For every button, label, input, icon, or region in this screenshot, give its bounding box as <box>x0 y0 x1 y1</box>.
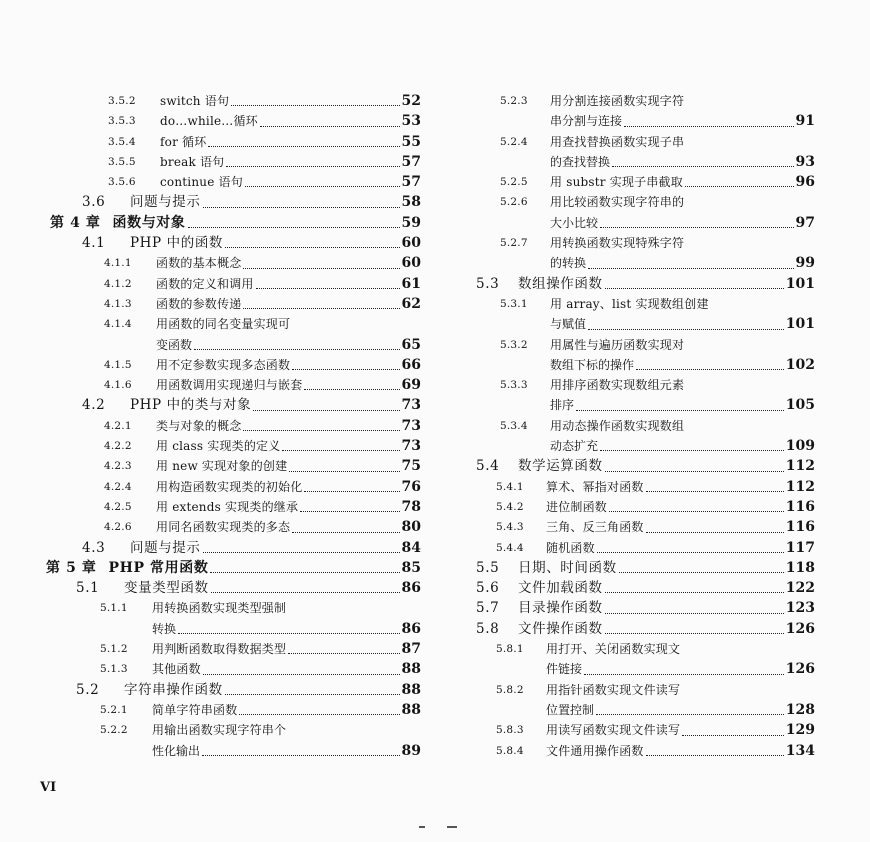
section-title: 用分割连接函数实现字符 <box>550 94 685 108</box>
page-number: 91 <box>795 113 815 130</box>
section-title-continued: 转换 <box>152 621 177 636</box>
section-title: 数组操作函数 <box>518 275 603 292</box>
section-title: PHP 常用函数 <box>108 559 209 576</box>
section-number: 5.1.1 <box>100 602 128 615</box>
section-title: 算术、幂指对函数 <box>546 479 644 494</box>
scan-smudge <box>419 826 425 828</box>
dot-leader <box>203 551 400 553</box>
dot-leader <box>609 510 784 512</box>
section-title: 其他函数 <box>152 662 201 677</box>
toc-entry[interactable] <box>470 456 815 476</box>
section-title: for 循环 <box>160 134 207 149</box>
page-number: 99 <box>795 255 815 272</box>
section-title: 用输出函数实现字符串个 <box>152 723 287 738</box>
section-title: 随机函数 <box>546 540 595 555</box>
section-number: 5.3.4 <box>500 419 528 432</box>
section-number: 5.2.3 <box>500 95 528 107</box>
toc-entry-continuation <box>470 395 815 415</box>
toc-entry[interactable] <box>470 639 815 659</box>
page-number: 57 <box>401 174 421 191</box>
section-title: 问题与提示 <box>130 194 201 211</box>
section-number: 4.2.6 <box>104 521 132 534</box>
toc-entry-continuation <box>470 111 815 131</box>
toc-entry[interactable] <box>36 294 421 314</box>
toc-entry[interactable] <box>470 375 815 395</box>
section-title: 用 substr 实现子串截取 <box>550 175 683 190</box>
toc-right-column <box>470 91 815 761</box>
section-title: 数学运算函数 <box>518 458 603 475</box>
page-number: 102 <box>785 356 815 373</box>
dot-leader <box>588 267 794 269</box>
toc-entry-continuation <box>470 253 815 273</box>
dot-leader <box>245 185 400 187</box>
dot-leader <box>612 165 794 167</box>
toc-entry[interactable] <box>470 233 815 253</box>
page-number: 126 <box>785 620 815 637</box>
section-number: 5.6 <box>476 580 500 597</box>
toc-entry[interactable] <box>36 578 421 598</box>
dot-leader <box>239 713 399 715</box>
page-number: 86 <box>401 620 421 637</box>
section-number: 5.3.2 <box>500 338 528 351</box>
toc-entry[interactable] <box>36 355 421 375</box>
section-title-continued: 数组下标的操作 <box>550 357 635 372</box>
dot-leader <box>636 368 784 370</box>
dot-leader <box>231 104 399 106</box>
toc-entry-continuation <box>470 659 815 679</box>
section-title: 用转换函数实现特殊字符 <box>550 236 685 251</box>
dot-leader <box>605 632 784 634</box>
section-number: 3.6 <box>82 194 106 211</box>
dot-leader <box>210 571 399 573</box>
toc-entry-continuation <box>470 436 815 456</box>
section-number: 5.2.2 <box>100 724 128 737</box>
scan-smudge <box>447 826 457 828</box>
section-title: 三角、反三角函数 <box>546 520 644 535</box>
section-title: 用打开、关闭函数实现文 <box>546 642 681 657</box>
dot-leader <box>289 470 399 472</box>
section-number: 4.1.1 <box>104 257 132 270</box>
page-number: 96 <box>795 174 815 191</box>
dot-leader <box>685 185 794 187</box>
toc-entry[interactable] <box>470 416 815 436</box>
toc-entry[interactable] <box>36 477 421 497</box>
section-number: 4.1.2 <box>104 277 132 290</box>
dot-leader <box>243 429 399 431</box>
section-title-continued: 动态扩充 <box>550 439 599 454</box>
page-number: 109 <box>785 438 815 455</box>
toc-entry[interactable] <box>36 233 421 253</box>
section-number: 5.2.7 <box>500 237 528 250</box>
page-number: 88 <box>401 661 421 678</box>
toc-entry[interactable] <box>36 598 421 618</box>
page-number: 134 <box>785 742 815 759</box>
page-number: 112 <box>785 478 815 495</box>
toc-entry[interactable] <box>470 192 815 212</box>
section-title: 目录操作函数 <box>518 600 603 617</box>
page-number-footer: VI <box>40 780 57 795</box>
page-number: 86 <box>401 580 421 597</box>
page-number: 59 <box>401 214 421 231</box>
toc-entry[interactable] <box>36 375 421 395</box>
toc-entry[interactable] <box>36 111 421 131</box>
dot-leader <box>288 652 399 654</box>
section-title-continued: 排序 <box>550 398 575 413</box>
page-number: 58 <box>401 194 421 211</box>
page-number: 101 <box>785 316 815 333</box>
section-title: 函数与对象 <box>112 214 186 231</box>
toc-entry[interactable] <box>36 213 421 233</box>
page-number: 52 <box>401 93 421 109</box>
dot-leader <box>600 449 784 451</box>
toc-entry[interactable] <box>470 619 815 639</box>
toc-entry[interactable] <box>470 517 815 537</box>
dot-leader <box>260 125 400 127</box>
toc-entry[interactable] <box>470 741 815 761</box>
section-title: 日期、时间函数 <box>518 559 617 576</box>
toc-entry[interactable] <box>36 720 421 740</box>
page-number: 53 <box>401 113 421 130</box>
toc-entry[interactable] <box>470 497 815 517</box>
section-title: 用函数的同名变量实现可 <box>156 317 291 332</box>
section-number: 5.2.1 <box>100 703 128 716</box>
section-number: 4.1.5 <box>104 358 132 371</box>
page-number: 73 <box>401 417 421 434</box>
page-number: 116 <box>785 498 815 515</box>
page-number: 122 <box>785 580 815 597</box>
section-title-continued: 的转换 <box>550 256 587 271</box>
section-number: 5.1.3 <box>100 663 128 676</box>
page-number: 75 <box>401 458 421 475</box>
dot-leader <box>596 713 784 715</box>
section-title: 用 array、list 实现数组创建 <box>550 296 709 311</box>
dot-leader <box>208 145 399 147</box>
dot-leader <box>256 287 400 289</box>
dot-leader <box>225 693 400 695</box>
dot-leader <box>202 754 400 756</box>
toc-entry[interactable] <box>470 680 815 700</box>
dot-leader <box>203 206 400 208</box>
page-number: 61 <box>401 275 421 292</box>
toc-entry[interactable] <box>470 294 815 314</box>
page-number: 57 <box>401 153 421 170</box>
section-number: 3.5.3 <box>108 115 136 128</box>
section-title: 文件通用操作函数 <box>546 743 644 758</box>
section-number: 5.7 <box>476 600 500 617</box>
section-title: 简单字符串函数 <box>152 702 238 717</box>
section-title-continued: 位置控制 <box>546 702 595 717</box>
dot-leader <box>203 673 400 675</box>
page-number: 123 <box>785 600 815 617</box>
section-title: 用排序函数实现数组元素 <box>550 378 685 393</box>
section-title-continued: 大小比较 <box>550 215 599 230</box>
toc-left-column <box>36 91 421 761</box>
dot-leader <box>624 125 794 127</box>
page-number: 88 <box>401 681 421 698</box>
section-number: 5.8.4 <box>496 744 524 757</box>
section-title: 用判断函数取得数据类型 <box>152 642 287 657</box>
section-title: 进位制函数 <box>546 499 608 514</box>
section-number: 3.5.6 <box>108 176 136 189</box>
dot-leader <box>188 226 400 228</box>
toc-entry[interactable] <box>36 639 421 659</box>
dot-leader <box>304 490 399 492</box>
section-number: 5.1 <box>76 580 100 597</box>
dot-leader <box>253 409 399 411</box>
section-number: 5.4.2 <box>496 500 524 513</box>
dot-leader <box>292 368 399 370</box>
page-number: 65 <box>401 336 421 353</box>
dot-leader <box>194 348 400 350</box>
section-title: 用构造函数实现类的初始化 <box>156 479 303 494</box>
section-number: 5.8 <box>476 620 500 637</box>
dot-leader <box>682 734 784 736</box>
section-number: 5.4.3 <box>496 521 524 534</box>
section-number: 5.4.1 <box>496 480 524 493</box>
section-number: 4.2.3 <box>104 460 132 473</box>
page-number: 73 <box>401 438 421 455</box>
page-number: 97 <box>795 214 815 231</box>
toc-entry-continuation <box>470 213 815 233</box>
section-title: 用 extends 实现类的继承 <box>156 499 299 514</box>
toc-entry-continuation <box>470 314 815 334</box>
section-title: 问题与提示 <box>130 539 201 556</box>
section-number: 4.3 <box>82 539 106 556</box>
dot-leader <box>646 754 784 756</box>
section-title: 函数的参数传递 <box>156 296 242 311</box>
section-number: 5.2.4 <box>500 135 528 148</box>
toc-entry[interactable] <box>36 132 421 152</box>
dot-leader <box>605 470 784 472</box>
section-number: 5.3.3 <box>500 379 528 392</box>
section-number: 4.1 <box>82 235 106 252</box>
page-number: 93 <box>795 153 815 170</box>
dot-leader <box>576 409 784 411</box>
toc-entry[interactable] <box>470 132 815 152</box>
section-number: 4.2.5 <box>104 500 132 513</box>
section-title: 用同名函数实现类的多态 <box>156 520 291 535</box>
page-number: 55 <box>401 133 421 150</box>
dot-leader <box>304 388 399 390</box>
section-number: 5.3.1 <box>500 297 528 310</box>
page-number: 88 <box>401 701 421 718</box>
section-title: 文件操作函数 <box>518 620 603 637</box>
page-number: 78 <box>401 498 421 515</box>
section-title: 函数的定义和调用 <box>156 276 254 291</box>
section-number: 4.1.6 <box>104 379 132 392</box>
toc-entry[interactable] <box>470 578 815 598</box>
toc-entry[interactable] <box>470 598 815 618</box>
section-number: 第 5 章 <box>46 559 97 576</box>
page-number: 62 <box>401 295 421 312</box>
section-title: 用转换函数实现类型强制 <box>152 601 287 616</box>
dot-leader <box>225 246 399 248</box>
page-number: 105 <box>785 397 815 414</box>
page-number: 101 <box>785 275 815 292</box>
page-number: 76 <box>401 478 421 495</box>
section-number: 3.5.2 <box>108 95 136 107</box>
section-title-continued: 与赋值 <box>550 317 587 332</box>
toc-entry-continuation <box>36 335 421 355</box>
dot-leader <box>597 551 784 553</box>
dot-leader <box>646 490 784 492</box>
page-number: 84 <box>401 539 421 556</box>
section-title-continued: 性化输出 <box>152 743 201 758</box>
section-title: 用读写函数实现文件读写 <box>546 723 681 738</box>
dot-leader <box>600 226 794 228</box>
toc-entry-continuation <box>470 700 815 720</box>
page-number: 66 <box>401 356 421 373</box>
dot-leader <box>605 591 784 593</box>
section-number: 5.4.4 <box>496 541 524 554</box>
section-title: break 语句 <box>160 154 225 169</box>
toc-entry[interactable] <box>36 253 421 273</box>
section-title: PHP 中的函数 <box>130 235 224 252</box>
dot-leader <box>646 531 784 533</box>
dot-leader <box>226 165 399 167</box>
section-title: 变量类型函数 <box>124 580 209 597</box>
dot-leader <box>584 673 784 675</box>
page-number: 112 <box>785 458 815 475</box>
page-number: 89 <box>401 742 421 759</box>
section-number: 5.2 <box>76 681 100 698</box>
page-number: 69 <box>401 377 421 394</box>
section-title-continued: 变函数 <box>156 337 193 352</box>
toc-entry-continuation <box>36 741 421 761</box>
section-number: 3.5.5 <box>108 155 136 168</box>
section-title: PHP 中的类与对象 <box>130 397 252 414</box>
toc-entry[interactable] <box>36 700 421 720</box>
toc-entry[interactable] <box>470 538 815 558</box>
dot-leader <box>282 449 399 451</box>
section-title: do…while…循环 <box>160 114 258 129</box>
section-title: switch 语句 <box>160 94 230 108</box>
dot-leader <box>605 287 784 289</box>
page-number: 117 <box>785 539 815 556</box>
toc-entry[interactable] <box>36 314 421 334</box>
section-number: 4.2.4 <box>104 480 132 493</box>
toc-entry[interactable] <box>470 172 815 192</box>
toc-entry[interactable] <box>36 192 421 212</box>
section-number: 第 4 章 <box>50 214 101 231</box>
dot-leader <box>588 328 784 330</box>
toc-entry-continuation <box>36 619 421 639</box>
toc-entry[interactable] <box>470 335 815 355</box>
toc-entry[interactable] <box>36 680 421 700</box>
toc-entry[interactable] <box>470 477 815 497</box>
section-title: 用函数调用实现递归与嵌套 <box>156 378 303 393</box>
toc-entry[interactable] <box>36 152 421 172</box>
section-title: 用 class 实现类的定义 <box>156 439 281 454</box>
section-title-continued: 的查找替换 <box>550 154 611 169</box>
page-number: 87 <box>401 641 421 658</box>
section-title: 用 new 实现对象的创建 <box>156 459 288 474</box>
toc-entry[interactable] <box>36 172 421 192</box>
page-number: 85 <box>401 559 421 576</box>
section-number: 5.8.3 <box>496 724 524 737</box>
toc-entry[interactable] <box>36 436 421 456</box>
section-title: continue 语句 <box>160 175 243 190</box>
section-number: 4.2.2 <box>104 440 132 453</box>
dot-leader <box>243 267 399 269</box>
section-title: 文件加载函数 <box>518 580 603 597</box>
section-number: 3.5.4 <box>108 135 136 148</box>
dot-leader <box>178 632 400 634</box>
toc-entry[interactable] <box>470 91 815 111</box>
section-title: 用查找替换函数实现子串 <box>550 134 685 149</box>
section-title-continued: 件链接 <box>546 662 583 677</box>
page-number: 129 <box>785 722 815 739</box>
toc-entry[interactable] <box>36 558 421 578</box>
section-number: 4.2 <box>82 397 106 414</box>
page-number: 80 <box>401 519 421 536</box>
toc-entry[interactable] <box>470 720 815 740</box>
section-title: 用不定参数实现多态函数 <box>156 357 291 372</box>
dot-leader <box>211 591 400 593</box>
section-number: 5.4 <box>476 458 500 475</box>
page-number: 128 <box>785 701 815 718</box>
section-number: 5.2.6 <box>500 196 528 209</box>
section-title: 用属性与遍历函数实现对 <box>550 337 685 352</box>
toc-entry[interactable] <box>36 538 421 558</box>
section-title: 函数的基本概念 <box>156 256 242 271</box>
toc-entry[interactable] <box>36 274 421 294</box>
section-number: 5.8.1 <box>496 643 524 656</box>
section-number: 5.5 <box>476 559 500 576</box>
section-number: 4.2.1 <box>104 419 132 432</box>
page-number: 126 <box>785 661 815 678</box>
toc-entry-continuation <box>470 355 815 375</box>
section-number: 4.1.3 <box>104 297 132 310</box>
section-title: 类与对象的概念 <box>156 418 242 433</box>
toc-entry[interactable] <box>36 497 421 517</box>
page-number: 60 <box>401 255 421 272</box>
section-number: 5.3 <box>476 275 500 292</box>
page-number: 60 <box>401 235 421 252</box>
toc-entry[interactable] <box>36 416 421 436</box>
section-number: 4.1.4 <box>104 318 132 331</box>
page-number: 73 <box>401 397 421 414</box>
section-number: 5.1.2 <box>100 643 128 656</box>
toc-entry[interactable] <box>36 395 421 415</box>
dot-leader <box>292 531 399 533</box>
page-number: 118 <box>785 559 815 576</box>
section-title: 字符串操作函数 <box>124 681 223 698</box>
section-title: 用比较函数实现字符串的 <box>550 195 685 210</box>
section-number: 5.2.5 <box>500 176 528 189</box>
section-title-continued: 串分割与连接 <box>550 114 623 129</box>
toc-entry[interactable] <box>470 558 815 578</box>
section-title: 用指针函数实现文件读写 <box>546 682 681 697</box>
section-title: 用动态操作函数实现数组 <box>550 418 685 433</box>
dot-leader <box>243 307 399 309</box>
toc-entry-continuation <box>470 152 815 172</box>
dot-leader <box>605 612 784 614</box>
toc-entry[interactable] <box>36 91 421 111</box>
dot-leader <box>619 571 784 573</box>
dot-leader <box>300 510 399 512</box>
toc-entry[interactable] <box>470 274 815 294</box>
toc-entry[interactable] <box>36 456 421 476</box>
section-number: 5.8.2 <box>496 683 524 696</box>
page-number: 116 <box>785 519 815 536</box>
toc-entry[interactable] <box>36 659 421 679</box>
toc-entry[interactable] <box>36 517 421 537</box>
